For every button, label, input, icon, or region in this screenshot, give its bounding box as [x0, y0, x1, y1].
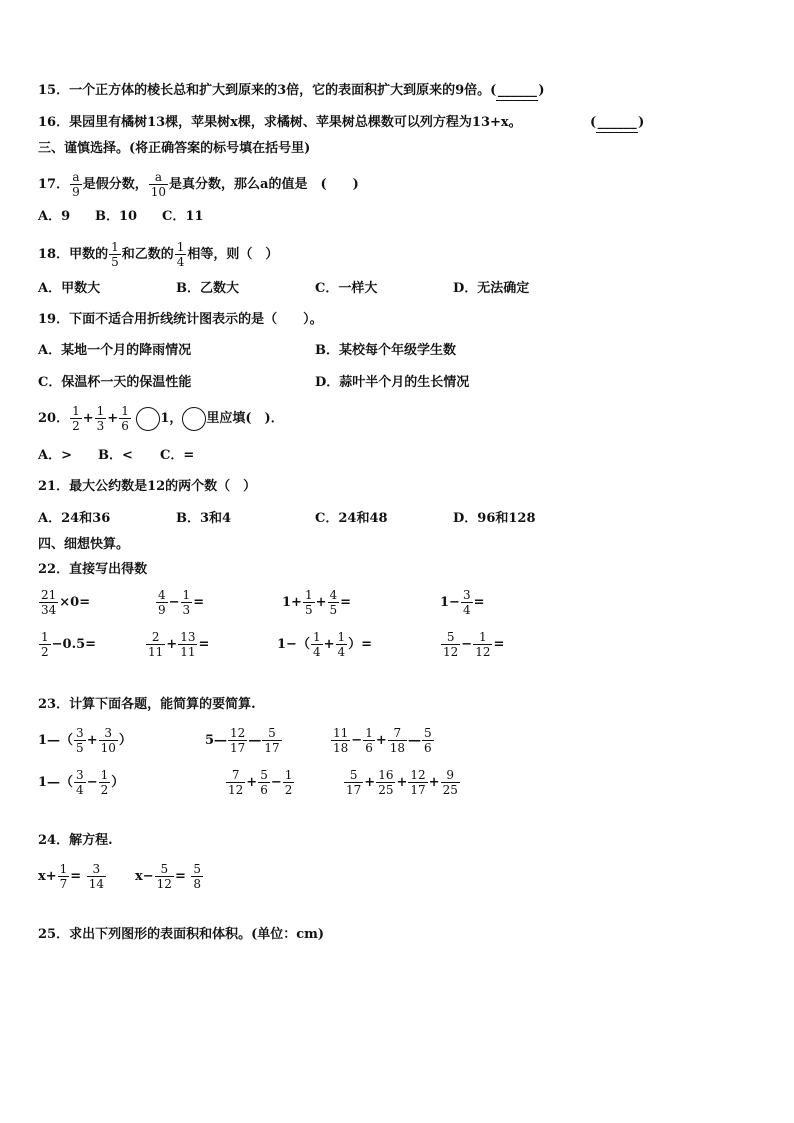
question-22-title: 22．直接写出得数: [38, 562, 148, 577]
q18-text-1: 和乙数的: [121, 247, 174, 262]
q22-expr-3: 1+ $\frac{1}{5}$ + $\frac{4}{5}$ =: [282, 588, 352, 617]
question-17: [38, 170, 359, 199]
q24-equation-2: x− $\frac{5}{12}$ = $\frac{5}{8}$: [135, 862, 202, 891]
q16-close: ): [638, 115, 645, 130]
fraction: $\frac{1}{5}$: [111, 240, 119, 269]
q20-one: 1，: [160, 411, 183, 426]
q24-equation-1: x+ $\frac{1}{7}$ = $\frac{3}{14}$: [38, 862, 105, 891]
fraction: $\frac{1}{4}$: [176, 240, 185, 269]
q18-num: 18．甲数的: [38, 247, 109, 262]
q23-expr-e: $\frac{7}{12}$ + $\frac{5}{6}$ − $\frac{1}{2}$: [228, 768, 293, 797]
fraction: $\frac{1}{6}$: [121, 404, 129, 433]
q15-text: 15．一个正方体的棱长总和扩大到原来的3倍，它的表面积扩大到原来的9倍。(: [38, 83, 497, 98]
fraction: $\frac{a}{9}$: [72, 170, 80, 199]
q17-text-1: 是假分数，: [82, 177, 148, 192]
q19-option-d[interactable]: D．蒜叶半个月的生长情况: [315, 375, 470, 390]
q20-option-c[interactable]: C．=: [160, 448, 195, 463]
q18-option-d[interactable]: D．无法确定: [453, 281, 530, 296]
q19-option-b[interactable]: B．某校每个年级学生数: [315, 343, 456, 358]
q16-text: 16．果园里有橘树13棵，苹果树x棵，求橘树、苹果树总棵数可以列方程为13+x。: [38, 115, 522, 130]
q17-option-c[interactable]: C．11: [162, 209, 204, 224]
q20-num: 20．: [38, 411, 70, 426]
q17-option-a[interactable]: A．9: [38, 209, 71, 224]
fraction: $\frac{1}{2}$: [72, 404, 80, 433]
q23-expr-a: 1—（ $\frac{3}{5}$ + $\frac{3}{10}$ ）: [38, 726, 132, 755]
section-4-heading: 四、细想快算。: [38, 537, 130, 552]
compare-circle-icon[interactable]: [136, 407, 160, 431]
q21-option-a[interactable]: A．24和36: [38, 511, 111, 526]
q17-option-b[interactable]: B．10: [95, 209, 138, 224]
q18-text-2: 相等，则（ ）: [187, 247, 279, 262]
q22-expr-1: $\frac{21}{34}$ ×0=: [41, 588, 91, 617]
q17-text-2: 是真分数，那么a的值是 ( ): [169, 177, 359, 192]
q22-expr-4: 1− $\frac{3}{4}$ =: [440, 588, 485, 617]
q20-option-b[interactable]: B．<: [98, 448, 133, 463]
question-20: [38, 402, 284, 436]
compare-circle-icon: [182, 407, 206, 431]
q16-answer-blank[interactable]: ______: [596, 114, 638, 133]
plus-sign: +: [82, 411, 94, 426]
q22-expr-8: $\frac{5}{12}$ − $\frac{1}{12}$ =: [443, 630, 505, 659]
q23-expr-c: $\frac{11}{18}$ − $\frac{1}{6}$ + $\frac{7}{18}$ — $\frac{5}{6}$: [333, 726, 432, 755]
question-23-title: 23．计算下面各题，能简算的要简算.: [38, 697, 256, 712]
question-16: [38, 114, 522, 132]
q15-answer-blank[interactable]: ______: [496, 82, 538, 101]
q20-option-a[interactable]: A．>: [38, 448, 72, 463]
q19-option-c[interactable]: C．保温杯一天的保温性能: [38, 375, 192, 390]
fraction: $\frac{a}{10}$: [150, 170, 167, 199]
q19-option-a[interactable]: A．某地一个月的降雨情况: [38, 343, 192, 358]
q20-tail: 里应填( )．: [206, 411, 284, 426]
q22-expr-2: $\frac{4}{9}$ − $\frac{1}{3}$ =: [158, 588, 205, 617]
question-19: 19．下面不适合用折线统计图表示的是（ ）。: [38, 312, 323, 327]
q21-option-c[interactable]: C．24和48: [315, 511, 388, 526]
q23-expr-f: $\frac{5}{17}$ + $\frac{16}{25}$ + $\frac{12}{17}$ + $\frac{9}{25}$: [346, 768, 458, 797]
q18-option-a[interactable]: A．甲数大: [38, 281, 101, 296]
q15-close: ): [538, 83, 545, 98]
question-15: [38, 82, 545, 101]
q21-option-d[interactable]: D．96和128: [453, 511, 536, 526]
q22-expr-6: $\frac{2}{11}$ + $\frac{13}{11}$ =: [148, 630, 210, 659]
q18-option-c[interactable]: C．一样大: [315, 281, 378, 296]
question-25: 25．求出下列图形的表面积和体积。(单位：cm): [38, 927, 325, 942]
q21-option-b[interactable]: B．3和4: [176, 511, 232, 526]
q16-answer: [590, 114, 644, 133]
q22-expr-5: $\frac{1}{2}$ −0.5=: [41, 630, 97, 659]
q17-num: 17．: [38, 177, 70, 192]
q18-option-b[interactable]: B．乙数大: [176, 281, 239, 296]
section-3-heading: 三、谨慎选择。(将正确答案的标号填在括号里): [38, 141, 311, 156]
question-24-title: 24．解方程.: [38, 833, 113, 848]
plus-sign: +: [107, 411, 119, 426]
question-18: [38, 240, 278, 269]
question-21: 21．最大公约数是12的两个数（ ）: [38, 479, 257, 494]
q23-expr-b: 5— $\frac{12}{17}$ — $\frac{5}{17}$: [205, 726, 280, 755]
q16-open: (: [590, 115, 597, 130]
q22-expr-7: 1−（ $\frac{1}{4}$ + $\frac{1}{4}$ ）=: [277, 630, 373, 659]
q23-expr-d: 1—（ $\frac{3}{4}$ − $\frac{1}{2}$ ）: [38, 768, 125, 797]
fraction: $\frac{1}{3}$: [96, 404, 105, 433]
